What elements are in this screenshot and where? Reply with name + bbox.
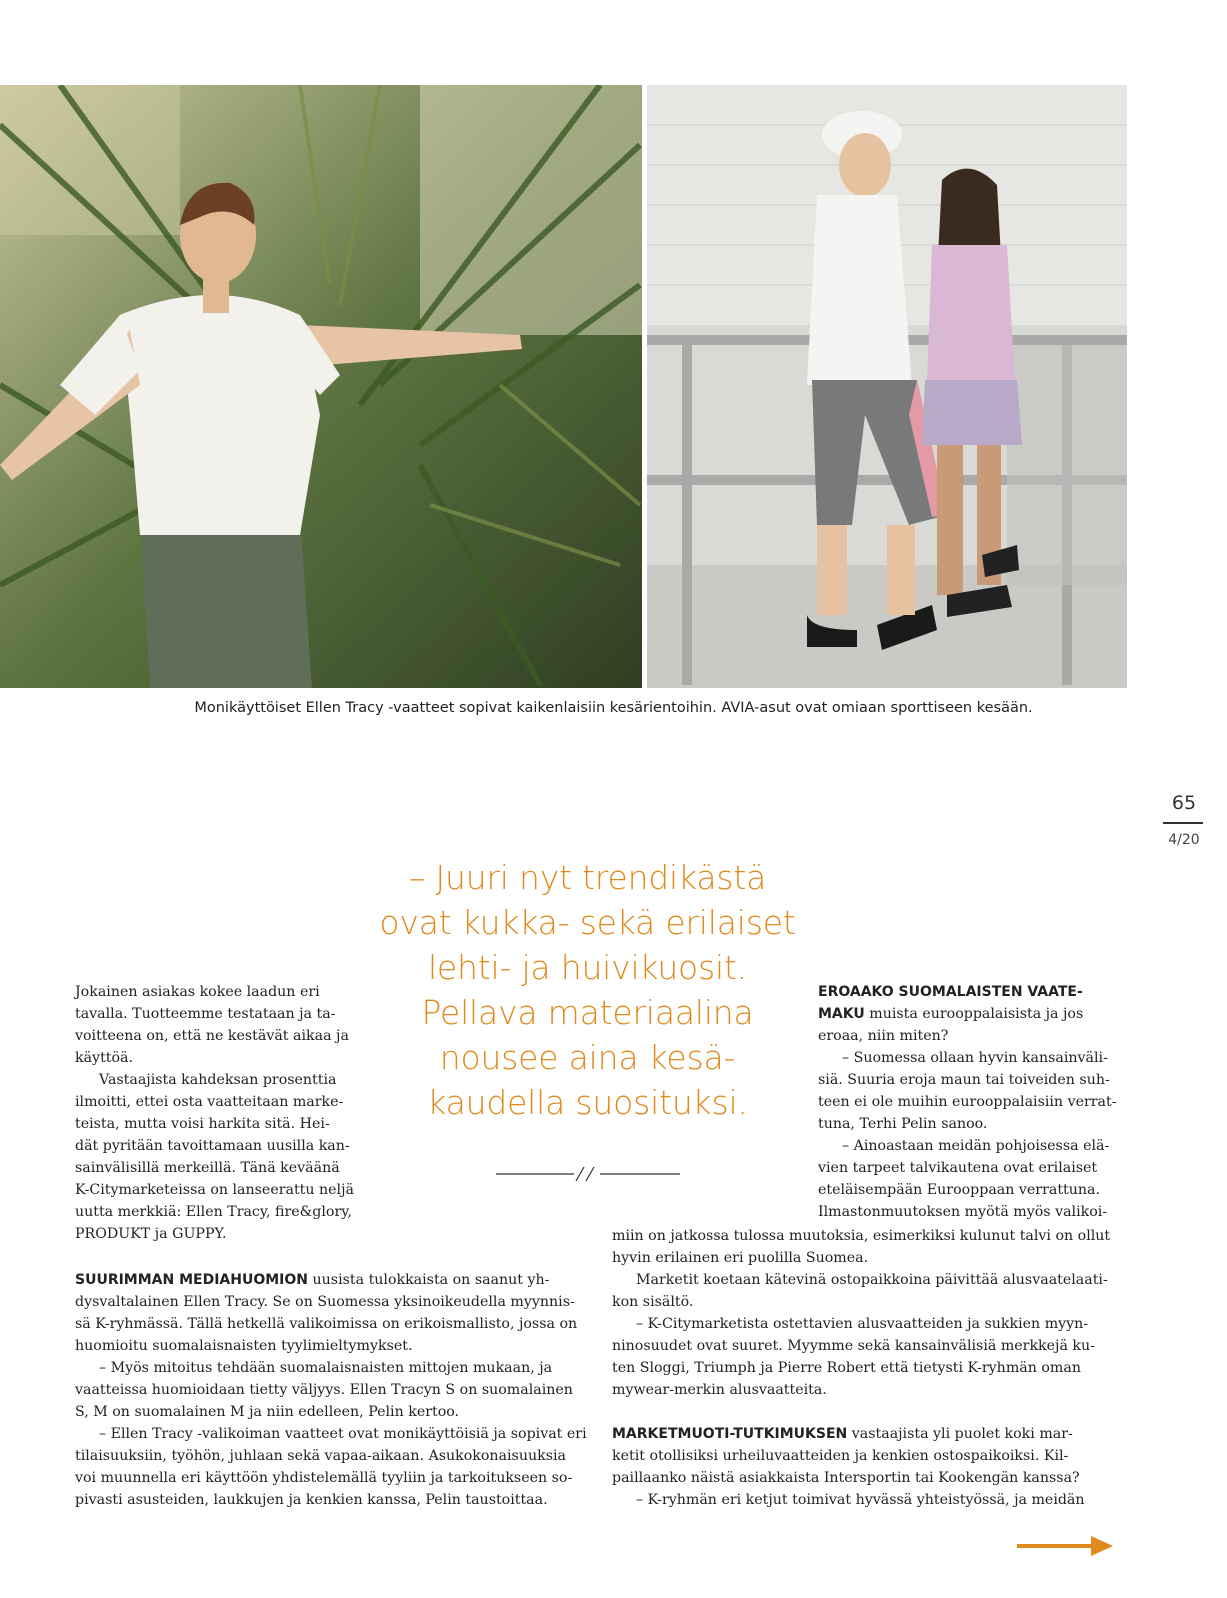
body-line: K-Citymarketeissa on lanseerattu neljä: [75, 1182, 354, 1198]
body-line: dät pyritään tavoittamaan uusilla kan-: [75, 1138, 350, 1154]
pull-quote-line: – Juuri nyt trendikästä: [408, 858, 767, 897]
body-line: tavalla. Tuotteemme testataan ja ta-: [75, 1006, 336, 1022]
body-line: dysvaltalainen Ellen Tracy. Se on Suomessa yksinoikeudella myynnis-: [75, 1294, 575, 1310]
body-line: S, M on suomalainen M ja niin edelleen, Pelin kertoo.: [75, 1404, 460, 1420]
page-number: 65: [1171, 792, 1197, 814]
body-line: huomioitu suomalaisnaisten tyylimieltymykset.: [75, 1338, 413, 1354]
body-text: vastaajista yli puolet koki mar-: [847, 1426, 1073, 1442]
photo-avia-sportswear: [647, 85, 1127, 688]
double-slash-divider-icon: [496, 1163, 680, 1185]
body-line: vaatteissa huomioidaan tietty väljyys. Ellen Tracyn S on suomalainen: [75, 1382, 573, 1398]
paragraph-gap: [612, 1401, 1127, 1423]
body-line: – Ainoastaan meidän pohjoisessa elä-: [842, 1138, 1110, 1154]
section-heading: EROAAKO SUOMALAISTEN VAATE-: [818, 984, 1083, 1000]
pull-quote-line: Pellava materiaalina: [421, 993, 754, 1032]
pull-quote-line: lehti- ja huivikuosit.: [427, 948, 748, 987]
photo-caption: Monikäyttöiset Ellen Tracy -vaatteet sopivat kaikenlaisiin kesärientoihin. AVIA-asut ovat omiaan sporttiseen kesään.: [194, 700, 1033, 716]
pull-quote-line: nousee aina kesä-: [439, 1038, 736, 1077]
body-line: teista, mutta voisi harkita sitä. Hei-: [75, 1116, 330, 1132]
issue-number: 4/20: [1168, 832, 1200, 848]
body-line: ketit otollisiksi urheiluvaatteiden ja kenkien ostospaikoiksi. Kil-: [612, 1448, 1069, 1464]
body-line: ten Sloggi, Triumph ja Pierre Robert että tietysti K-ryhmän oman: [612, 1360, 1081, 1376]
body-text: uusista tulokkaista on saanut yh-: [308, 1272, 550, 1288]
body-line: hyvin erilainen eri puolilla Suomea.: [612, 1250, 869, 1266]
body-line: PRODUKT ja GUPPY.: [75, 1226, 227, 1242]
photo-ellen-tracy: [0, 85, 642, 688]
body-line: [75, 1269, 605, 1291]
body-line: kon sisältö.: [612, 1294, 694, 1310]
pull-quote-line: kaudella suosituksi.: [427, 1083, 748, 1122]
body-line: – Myös mitoitus tehdään suomalaisnaisten mittojen mukaan, ja: [99, 1360, 553, 1376]
body-line: eteläisempään Eurooppaan verrattuna.: [818, 1182, 1100, 1198]
body-line: – Suomessa ollaan hyvin kansainväli-: [842, 1050, 1108, 1066]
pull-quote: [355, 855, 820, 1125]
body-line: voi muunnella eri käyttöön yhdistelemällä tyyliin ja tarkoitukseen so-: [75, 1470, 573, 1486]
body-line: pivasti asusteiden, laukkujen ja kenkien kanssa, Pelin taustoittaa.: [75, 1492, 548, 1508]
body-line: Ilmastonmuutoksen myötä myös valikoi-: [818, 1204, 1108, 1220]
body-line: – K-ryhmän eri ketjut toimivat hyvässä yhteistyössä, ja meidän: [636, 1492, 1085, 1508]
body-line: eroaa, niin miten?: [818, 1028, 949, 1044]
body-column-right-lower: [612, 1225, 1127, 1511]
arrow-right-icon[interactable]: [1017, 1535, 1113, 1557]
body-line: – Ellen Tracy -valikoiman vaatteet ovat monikäyttöisiä ja sopivat eri: [99, 1426, 587, 1442]
body-line: ilmoitti, ettei osta vaatteitaan marke-: [75, 1094, 344, 1110]
section-heading: MAKU: [818, 1006, 865, 1022]
body-line: tilaisuuksiin, työhön, juhlaan sekä vapaa-aikaan. Asukokonaisuuksia: [75, 1448, 566, 1464]
body-line: uutta merkkiä: Ellen Tracy, fire&glory,: [75, 1204, 352, 1220]
body-line: siä. Suuria eroja maun tai toiveiden suh-: [818, 1072, 1110, 1088]
body-line: tuna, Terhi Pelin sanoo.: [818, 1116, 988, 1132]
section-heading: MARKETMUOTI-TUTKIMUKSEN: [612, 1426, 848, 1442]
page-number-rule: [1163, 822, 1203, 824]
body-line: – K-Citymarketista ostettavien alusvaatteiden ja sukkien myyn-: [636, 1316, 1089, 1332]
body-column-right-upper: [818, 981, 1118, 1223]
body-column-left-lower: [75, 1269, 605, 1511]
body-line: [818, 1003, 1118, 1025]
body-line: sä K-ryhmässä. Tällä hetkellä valikoimissa on erikoismallisto, jossa on: [75, 1316, 578, 1332]
body-line: ninosuudet ovat suuret. Myymme sekä kansainvälisiä merkkejä ku-: [612, 1338, 1095, 1354]
body-line: mywear-merkin alusvaatteita.: [612, 1382, 827, 1398]
body-line: Marketit koetaan kätevinä ostopaikkoina päivittää alusvaatelaati-: [636, 1272, 1108, 1288]
body-line: paillaanko näistä asiakkaista Intersportin tai Kookengän kanssa?: [612, 1470, 1080, 1486]
body-line: teen ei ole muihin eurooppalaisiin verrat-: [818, 1094, 1117, 1110]
body-line: Jokainen asiakas kokee laadun eri: [75, 984, 320, 1000]
body-line: voitteena on, että ne kestävät aikaa ja: [75, 1028, 349, 1044]
body-column-left-upper: [75, 981, 360, 1245]
body-line: käyttöä.: [75, 1050, 133, 1066]
body-line: vien tarpeet talvikautena ovat erilaiset: [818, 1160, 1098, 1176]
body-line: sainvälisillä merkeillä. Tänä keväänä: [75, 1160, 340, 1176]
pull-quote-line: ovat kukka- sekä erilaiset: [379, 903, 796, 942]
body-line: [612, 1423, 1127, 1445]
body-line: Vastaajista kahdeksan prosenttia: [99, 1072, 337, 1088]
body-text: muista eurooppalaisista ja jos: [864, 1006, 1084, 1022]
section-heading: SUURIMMAN MEDIAHUOMION: [75, 1272, 309, 1288]
body-line: miin on jatkossa tulossa muutoksia, esimerkiksi kulunut talvi on ollut: [612, 1228, 1111, 1244]
